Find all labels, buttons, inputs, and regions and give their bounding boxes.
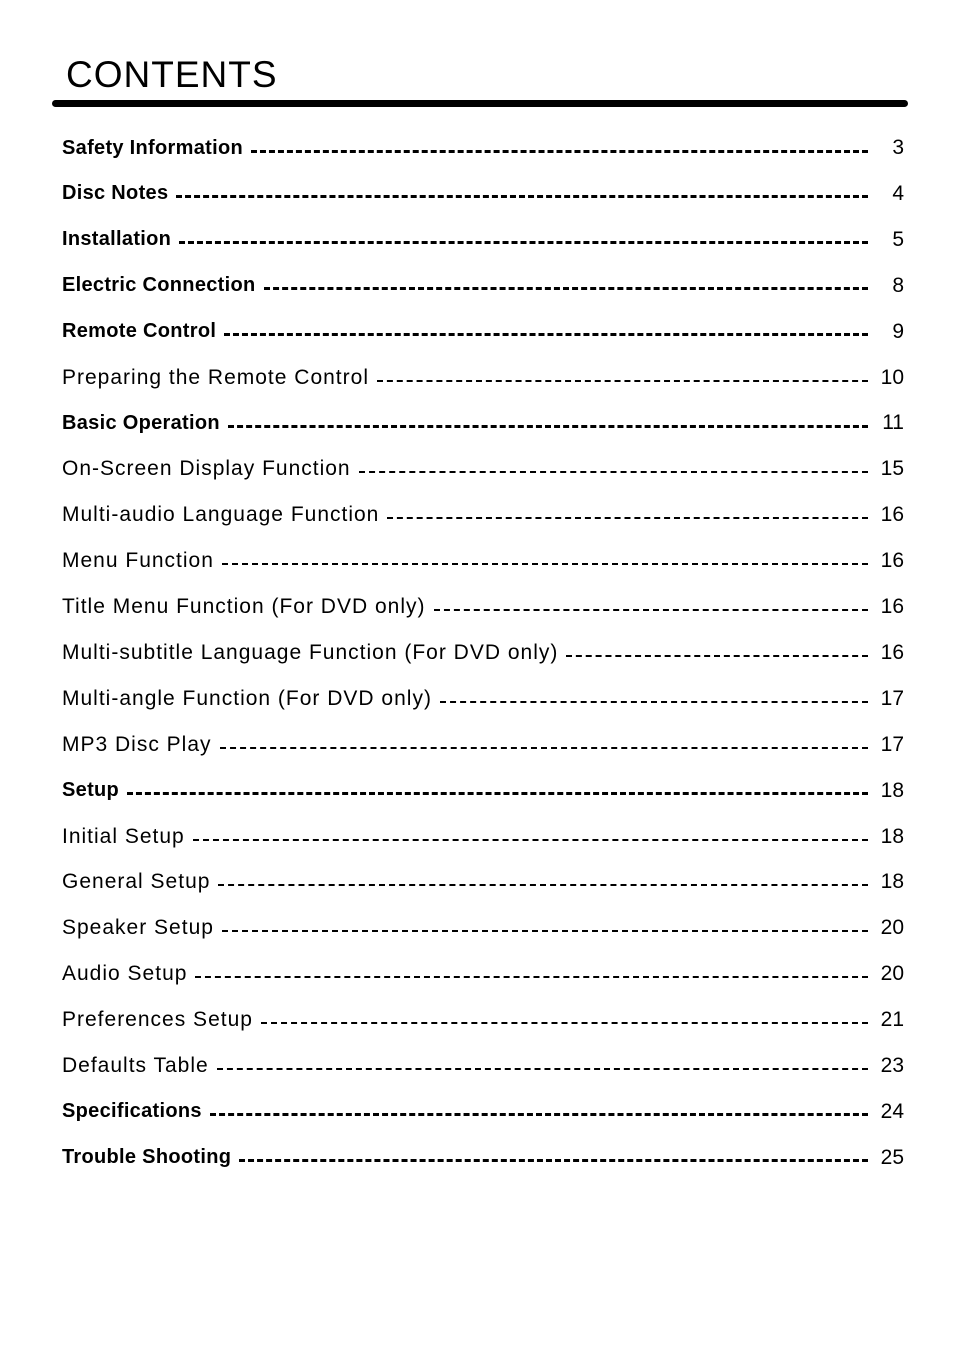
toc-dot-leader: [387, 517, 868, 519]
toc-dot-leader: [218, 884, 868, 886]
toc-entry: [62, 1094, 904, 1130]
toc-entry-label: Installation: [62, 228, 172, 251]
toc-dot-leader: [261, 1022, 868, 1024]
toc-dot-leader: [239, 1159, 868, 1162]
toc-entry-page-number: 16: [880, 595, 904, 618]
toc-dot-leader: [440, 701, 868, 703]
title-rule: [52, 100, 908, 107]
toc-dot-leader: [222, 563, 868, 565]
toc-entry: [62, 451, 904, 487]
toc-entry-label: Disc Notes: [62, 182, 169, 205]
toc-entry-label: Defaults Table: [62, 1054, 209, 1077]
toc-entry: [62, 1048, 904, 1084]
toc-dot-leader: [210, 1113, 868, 1116]
toc-entry-label: Preferences Setup: [62, 1008, 253, 1032]
toc-dot-leader: [359, 471, 868, 473]
toc-entry-label: Preparing the Remote Control: [62, 365, 369, 389]
toc-entry-page-number: 16: [880, 503, 904, 527]
toc-entry-label: Speaker Setup: [62, 916, 214, 940]
toc-dot-leader: [193, 839, 868, 841]
toc-entry: [62, 864, 904, 900]
toc-entry-page-number: 16: [880, 640, 904, 664]
toc-entry-label: Multi-angle Function (For DVD only): [62, 686, 432, 710]
toc-entry: [62, 1140, 904, 1176]
toc-entry: [62, 268, 904, 304]
toc-entry-page-number: 11: [882, 411, 904, 435]
toc-entry: [62, 314, 904, 350]
toc-entry-page-number: 5: [892, 227, 904, 251]
toc-entry-page-number: 10: [880, 365, 904, 389]
toc-entry-page-number: 9: [892, 319, 904, 343]
toc-entry: [62, 1002, 904, 1038]
toc-entry: [62, 360, 904, 396]
toc-entry-label: Safety Information: [62, 136, 243, 159]
toc-entry: [62, 222, 904, 258]
toc-dot-leader: [222, 930, 868, 932]
toc-entry-page-number: 20: [880, 962, 904, 986]
toc-dot-leader: [566, 655, 868, 657]
toc-entry: [62, 727, 904, 763]
toc-entry-page-number: 15: [880, 457, 904, 481]
toc-dot-leader: [127, 792, 868, 795]
toc-entry: [62, 681, 904, 717]
toc-entry-label: Multi-audio Language Function: [62, 503, 380, 527]
toc-entry-label: Basic Operation: [62, 411, 220, 434]
toc-entry-page-number: 21: [880, 1008, 904, 1032]
toc-entry-page-number: 17: [880, 686, 904, 710]
toc-entry-page-number: 3: [892, 136, 904, 159]
toc-entry: [62, 543, 904, 579]
toc-dot-leader: [224, 333, 868, 336]
toc-entry: [62, 635, 904, 671]
toc-entry-label: General Setup: [62, 870, 211, 894]
toc-dot-leader: [264, 287, 868, 290]
toc-entry-label: Remote Control: [62, 320, 217, 343]
toc-entry-page-number: 25: [880, 1145, 904, 1169]
toc-entry-label: MP3 Disc Play: [62, 732, 212, 756]
toc-dot-leader: [220, 747, 868, 749]
toc-entry-page-number: 4: [892, 181, 904, 205]
toc-dot-leader: [217, 1068, 868, 1070]
toc-entry-page-number: 18: [880, 824, 904, 848]
toc-dot-leader: [176, 195, 868, 198]
toc-entry: [62, 130, 904, 166]
toc-dot-leader: [434, 609, 869, 611]
toc-entry: [62, 819, 904, 855]
toc-entry-label: Multi-subtitle Language Function (For DVD only): [62, 640, 559, 664]
toc-entry-label: Audio Setup: [62, 962, 188, 986]
toc-entry: [62, 589, 904, 625]
toc-entry-page-number: 20: [880, 916, 904, 940]
toc-entry-label: Setup: [62, 779, 120, 802]
toc-entry-label: Title Menu Function (For DVD only): [62, 595, 426, 618]
toc-entry-label: Trouble Shooting: [62, 1146, 232, 1169]
toc-entry-page-number: 8: [892, 273, 904, 297]
toc-entry-page-number: 18: [880, 778, 904, 802]
toc-entry-page-number: 18: [880, 870, 904, 894]
toc-entry: [62, 176, 904, 212]
toc-dot-leader: [251, 150, 868, 153]
toc-entry-label: Specifications: [62, 1100, 202, 1123]
page-title: CONTENTS: [66, 54, 278, 95]
toc-entry-label: Initial Setup: [62, 824, 185, 848]
toc-entry: [62, 497, 904, 533]
toc-entry-label: Menu Function: [62, 549, 214, 573]
toc-entry-label: On-Screen Display Function: [62, 457, 351, 481]
toc-entry: [62, 956, 904, 992]
toc-entry-page-number: 24: [880, 1099, 904, 1123]
toc-entry-page-number: 17: [880, 732, 904, 756]
toc-entry-label: Electric Connection: [62, 274, 256, 297]
toc-dot-leader: [195, 976, 868, 978]
toc-dot-leader: [179, 241, 868, 244]
toc-entry: [62, 405, 904, 441]
toc-dot-leader: [377, 380, 868, 382]
toc-entry: [62, 910, 904, 946]
toc-entry: [62, 773, 904, 809]
toc-dot-leader: [228, 425, 868, 428]
toc-entry-page-number: 16: [880, 549, 904, 573]
toc-entry-page-number: 23: [880, 1054, 904, 1077]
